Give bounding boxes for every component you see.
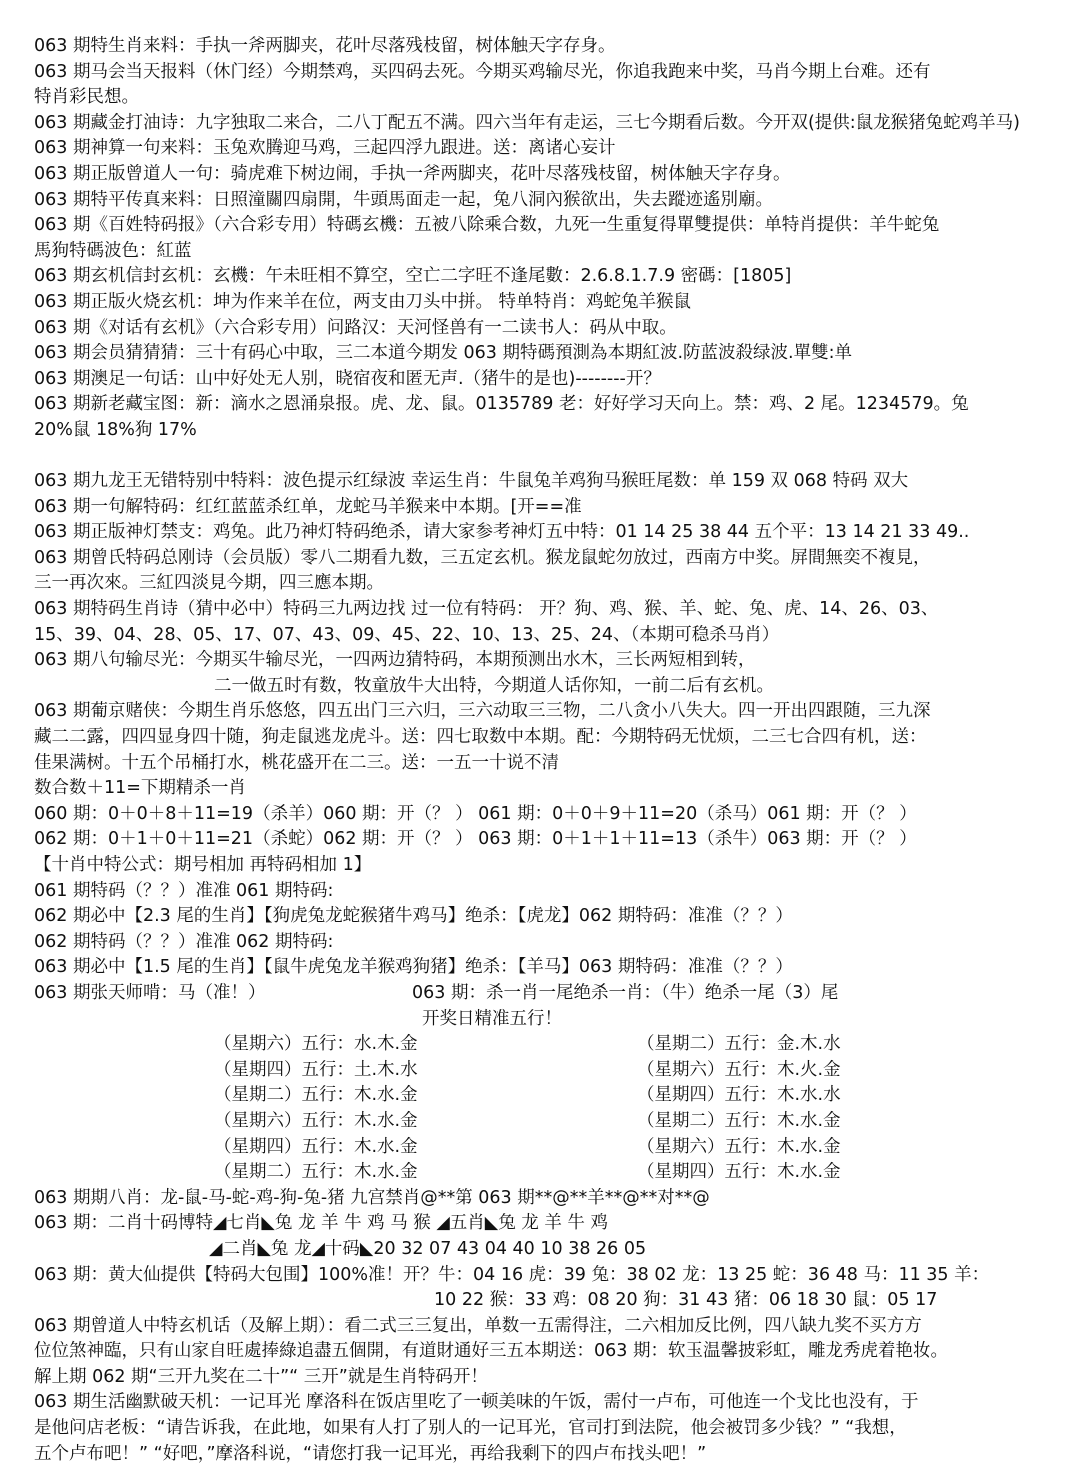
- zhang-right: 063 期：杀一肖一尾绝杀一肖：（牛）绝杀一尾（3）尾: [412, 982, 839, 1003]
- text-line: 062 期必中【2.3 尾的生肖】【狗虎兔龙蛇猴猪牛鸡马】绝杀：【虎龙】062 期特码：准准（？？）: [34, 906, 793, 927]
- wuxing-cell: （星期二）五行：木.水.金: [214, 1162, 418, 1183]
- prediction-lines-c: [34, 1186, 1060, 1237]
- text-line: 061 期特码（？？）准准 061 期特码:: [34, 880, 334, 901]
- text-line: 062 期特码（？？）准准 062 期特码:: [34, 931, 334, 952]
- text-line: 062 期：0＋1＋0＋11=21（杀蛇）062 期：开（？ ） 063 期：0＋1＋1＋11=13（杀牛）063 期：开（？ ）: [34, 829, 917, 850]
- wuxing-title: 开奖日精准五行！: [422, 1008, 562, 1029]
- text-line: 063 期期八肖：龙-鼠-马-蛇-鸡-狗-兔-猪 九宫禁肖@**第 063 期**@**羊**@**对**@: [34, 1187, 710, 1208]
- text-line: 063 期新老藏宝图：新：滴水之恩涌泉报。虎、龙、鼠。0135789 老：好好学习天向上。禁：鸡、2 尾。1234579。兔: [34, 394, 969, 415]
- text-line: 063 期《对话有玄机》（六合彩专用）问路汉：天河怪兽有一二读书人：码从中取。: [34, 317, 677, 338]
- wuxing-cell: （星期四）五行：土.木.水: [214, 1059, 418, 1080]
- wuxing-cell: （星期二）五行：木.水.金: [214, 1085, 418, 1106]
- indented-verse-line: 二一做五时有数，牧童放牛大出特，今期道人话你知，一前二后有玄机。: [214, 675, 774, 696]
- text-line: 【十肖中特公式：期号相加 再特码相加 1】: [34, 855, 372, 875]
- text-line: 063 期《百姓特码报》（六合彩专用）特碼玄機：五被八除乘合数，九死一生重复得單雙提供：单特肖提供：羊牛蛇兔: [34, 215, 940, 236]
- text-line: 063 期一句解特码：红红蓝蓝杀红单，龙蛇马羊猴来中本期。[开==准: [34, 496, 582, 517]
- text-line: 063 期曾道人中特玄机话（及解上期）：看二式三三复出，单数一五需得注，二六相加反比例，四八缺九奖不买方方: [34, 1315, 922, 1336]
- wuxing-cell: （星期六）五行：木.水.金: [637, 1136, 841, 1157]
- prediction-lines-a: [34, 34, 1060, 674]
- wuxing-cell: （星期六）五行：木.火.金: [637, 1059, 841, 1080]
- wuxing-cell: （星期四）五行：木.水.水: [637, 1085, 841, 1106]
- wuxing-cell: （星期六）五行：木.水.金: [214, 1110, 418, 1131]
- text-line: 三一再次來。三紅四淡見今期，四三應本期。: [34, 573, 384, 594]
- text-line: 060 期：0＋0＋8＋11=19（杀羊）060 期：开（？ ） 061 期：0＋0＋9＋11=20（杀马）061 期：开（？ ）: [34, 803, 917, 824]
- text-line: 藏二二露，四四显身四十随，狗走鼠逃龙虎斗。送：四七取数中本期。配：今期特码无忧烦，二三七合四有机，送：: [34, 727, 927, 748]
- text-line: 063 期正版曾道人一句：骑虎难下树边闹，手执一斧两脚夹，花叶尽落残枝留，树体触天字存身。: [34, 163, 791, 184]
- huang-daxian-line-2: 10 22 猴：33 鸡：08 20 狗：31 43 猪：06 18 30 鼠：05 17: [434, 1290, 938, 1311]
- text-line: 五个卢布吧！” “好吧，”摩洛科说，“请您打我一记耳光，再给我剩下的四卢布找头吧！”: [34, 1443, 707, 1464]
- wuxing-cell: （星期二）五行：木.水.金: [637, 1110, 841, 1131]
- wuxing-row: [214, 1160, 1060, 1186]
- wuxing-row: [214, 1083, 1060, 1109]
- text-line: 是他问店老板：“请告诉我，在此地，如果有人打了别人的一记耳光，官司打到法院，他会被罚多少钱？” “我想，: [34, 1418, 907, 1439]
- text-line: 数合数＋11=下期精杀一肖: [34, 778, 246, 799]
- text-line: 063 期特平传真来料：日照潼關四扇開，牛頭馬面走一起，兔八洞內猴欲出，失去蹤迹遙別廟。: [34, 189, 773, 210]
- wuxing-row: [214, 1032, 1060, 1058]
- text-line: 063 期生活幽默破天机：一记耳光 摩洛科在饭店里吃了一顿美味的午饭，需付一卢布，可他连一个戈比也没有，于: [34, 1392, 919, 1413]
- huang-daxian-line: 063 期：黄大仙提供【特码大包围】100%准！开？牛：04 16 虎：39 兔：38 02 龙：13 25 蛇：36 48 马：11 35 羊：: [34, 1264, 990, 1285]
- zhang-left: 063 期张天师啃：马（准！）: [34, 982, 266, 1003]
- text-line: 063 期正版神灯禁支：鸡兔。此乃神灯特码绝杀，请大家参考神灯五中特：01 14 25 38 44 五个平：13 14 21 33 49..: [34, 522, 970, 543]
- text-line: 063 期葡京赌侠：今期生肖乐悠悠，四五出门三六归，三六动取三三物，二八贪小八失大。四一开出四跟随，三九深: [34, 701, 931, 722]
- text-line: 15、39、04、28、05、17、07、43、09、45、22、10、13、25、24、（本期可稳杀马肖）: [34, 624, 780, 645]
- text-line: 063 期会员猜猜猜：三十有码心中取，三二本道今期发 063 期特碼預測為本期紅波.防蓝波殺绿波.單雙:单: [34, 343, 853, 364]
- wuxing-cell: （星期二）五行：金.木.水: [637, 1034, 841, 1055]
- text-line: 063 期九龙王无错特别中特料：波色提示红绿波 幸运生肖：牛鼠兔羊鸡狗马猴旺尾数：单 159 双 068 特码 双大: [34, 471, 909, 492]
- wuxing-row: [214, 1109, 1060, 1135]
- text-line: 063 期藏金打油诗：九字独取二来合，二八丁配五不满。四六当年有走运，三七今期看后数。今开双(提供:鼠龙猴猪兔蛇鸡羊马): [34, 112, 1021, 133]
- text-line: 063 期必中【1.5 尾的生肖】【鼠牛虎兔龙羊猴鸡狗猪】绝杀：【羊马】063 期特码：准准（？？）: [34, 957, 793, 978]
- text-line: 063 期神算一句来料：玉兔欢腾迎马鸡，三起四浮九跟进。送：离诸心妄计: [34, 138, 616, 159]
- wuxing-row: [214, 1135, 1060, 1161]
- wuxing-row: [214, 1058, 1060, 1084]
- text-line: 063 期澳足一句话：山中好处无人别，晓宿夜和匿无声.（猪牛的是也)--------开？: [34, 368, 661, 389]
- wuxing-cell: （星期四）五行：木.水.金: [214, 1136, 418, 1157]
- text-line: 063 期特码生肖诗（猜中必中）特码三九两边找 过一位有特码： 开？狗、鸡、猴、羊、蛇、兔、虎、14、26、03、: [34, 599, 939, 620]
- text-line: 佳果满树。十五个吊桶打水，桃花盛开在二三。送：一五一十说不清: [34, 752, 559, 773]
- text-line: 063 期特生肖来料：手执一斧两脚夹，花叶尽落残枝留，树体触天字存身。: [34, 36, 616, 56]
- wuxing-table: [34, 1032, 1060, 1186]
- text-line: 馬狗特碼波色：紅蓝: [34, 240, 192, 261]
- text-line: 063 期正版火烧玄机：坤为作来羊在位，两支由刀头中拼。 特单特肖：鸡蛇兔羊猴鼠: [34, 291, 692, 312]
- prediction-lines-b: [34, 699, 1060, 981]
- text-line: 位位煞神臨，只有山家自旺處捧綠追盡五個開，有道財通好三五本期送：063 期：软玉温馨披彩虹，雕龙秀虎着艳妆。: [34, 1341, 948, 1362]
- text-line: 解上期 062 期“三开九奖在二十”“ 三开”就是生肖特码开！: [34, 1366, 488, 1387]
- wuxing-cell: （星期四）五行：木.水.金: [637, 1162, 841, 1183]
- text-line: [34, 444, 1060, 470]
- shima-line: ◢二肖◣兔 龙◢十码◣20 32 07 43 04 40 10 38 26 05: [209, 1238, 647, 1259]
- text-line: 20%鼠 18%狗 17%: [34, 419, 197, 440]
- text-line: 063 期玄机信封玄机：玄機：午未旺相不算空，空亡二字旺不逢尾數：2.6.8.1.7.9 密碼：[1805]: [34, 266, 792, 287]
- text-line: 063 期曾氏特码总刚诗（会员版）零八二期看九数，三五定玄机。猴龙鼠蛇勿放过，西南方中奖。屏間無奕不複見，: [34, 547, 931, 568]
- text-line: 063 期马会当天报料（休门经）今期禁鸡，买四码去死。今期买鸡输尽光，你追我跑来中奖，马肖今期上台难。还有: [34, 61, 931, 82]
- wuxing-cell: （星期六）五行：水.木.金: [214, 1034, 418, 1055]
- prediction-lines-e: [34, 1314, 1060, 1468]
- zhang-line: [34, 981, 1060, 1007]
- text-line: 特肖彩民想。: [34, 87, 139, 108]
- text-line: 063 期八句输尽光：今期买牛输尽光，一四两边猜特码，本期预测出水木，三长两短相到转，: [34, 650, 756, 671]
- text-line: 063 期：二肖十码博特◢七肖◣兔 龙 羊 牛 鸡 马 猴 ◢五肖◣兔 龙 羊 牛 鸡: [34, 1213, 608, 1234]
